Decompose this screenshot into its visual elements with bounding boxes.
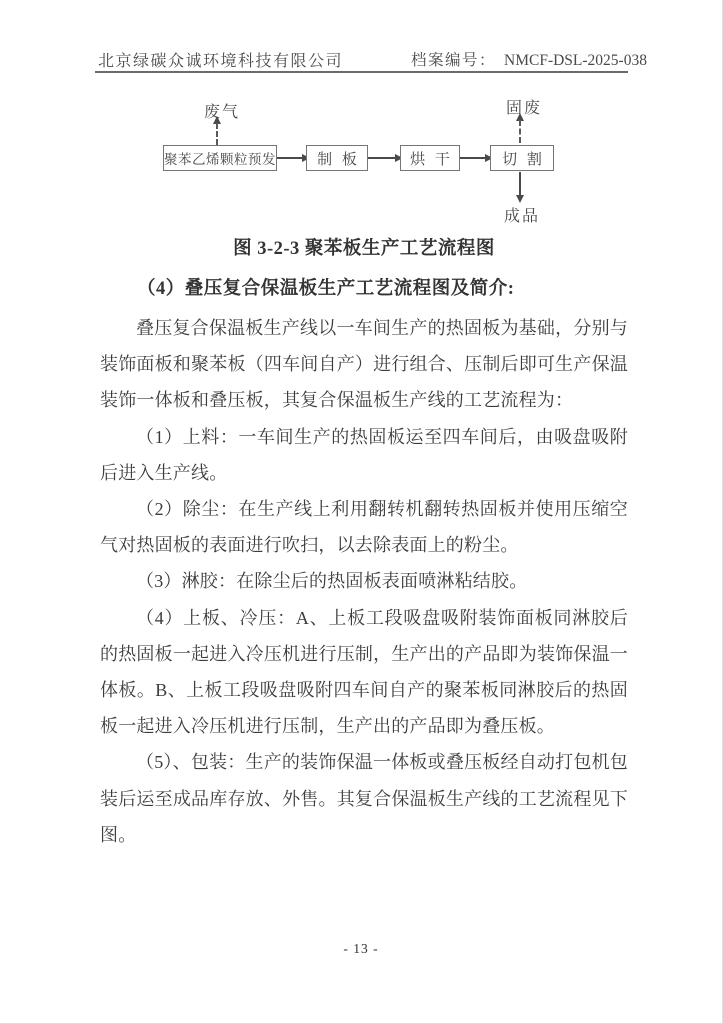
waste-gas-label: 废气 [204, 104, 241, 121]
flow-arrow-3 [460, 157, 486, 159]
header-archive-label: 档案编号： [411, 52, 497, 69]
figure-caption: 图 3-2-3 聚苯板生产工艺流程图 [233, 239, 495, 259]
document-body [100, 236, 628, 853]
dashed-arrow-line [216, 123, 218, 145]
body-paragraph: （5）、包装：生产的装饰保温一体板或叠压板经自动打包机包装后运至成品库存放、外售。其复合保温板生产线的工艺流程见下图。 [100, 752, 628, 845]
solid-arrow-line [519, 172, 521, 195]
page-number: - 13 - [343, 941, 379, 956]
flow-node-cutting: 切 割 [490, 145, 554, 171]
solid-waste-label: 固废 [506, 100, 543, 117]
flow-node-drying: 烘 干 [400, 145, 460, 171]
body-paragraph: （1）上料：一车间生产的热固板运至四车间后，由吸盘吸附后进入生产线。 [100, 426, 628, 483]
flow-node-board-making: 制 板 [306, 145, 368, 171]
body-paragraph: （3）淋胶：在除尘后的热固板表面喷淋粘结胶。 [136, 571, 528, 592]
body-paragraph: 叠压复合保温板生产线以一车间生产的热固板为基础，分别与装饰面板和聚苯板（四车间自产）进行组合、压制后即可生产保温装饰一体板和叠压板，其复合保温板生产线的工艺流程为： [100, 318, 628, 411]
flowchart [0, 0, 723, 235]
product-label: 成品 [504, 208, 541, 225]
solid-waste-arrow [519, 114, 521, 143]
arrow-down-head-icon [516, 195, 524, 203]
flow-node-pre-expansion: 聚苯乙烯颗粒预发 [163, 145, 277, 171]
section-heading: （4）叠压复合保温板生产工艺流程图及简介: [137, 279, 515, 299]
header-company: 北京绿碳众诚环境科技有限公司 [98, 53, 344, 70]
dashed-arrow-line [519, 120, 521, 143]
body-paragraph: （4）上板、冷压：A、上板工段吸盘吸附装饰面板同淋胶后的热固板一起进入冷压机进行压制，生产出的产品即为装饰保温一体板。B、上板工段吸盘吸附四车间自产的聚苯板同淋胶后的热固板一起进入冷压机进行压制，生产出的产品即为叠压板。 [100, 607, 628, 737]
flow-arrow-2 [368, 157, 396, 159]
waste-gas-arrow [216, 117, 218, 145]
flow-arrow-1 [277, 157, 303, 159]
body-paragraph: （2）除尘：在生产线上利用翻转机翻转热固板并使用压缩空气对热固板的表面进行吹扫，以去除表面上的粉尘。 [100, 499, 628, 556]
product-arrow [519, 172, 521, 202]
header-archive-number: NMCF-DSL-2025-038 [504, 52, 647, 69]
